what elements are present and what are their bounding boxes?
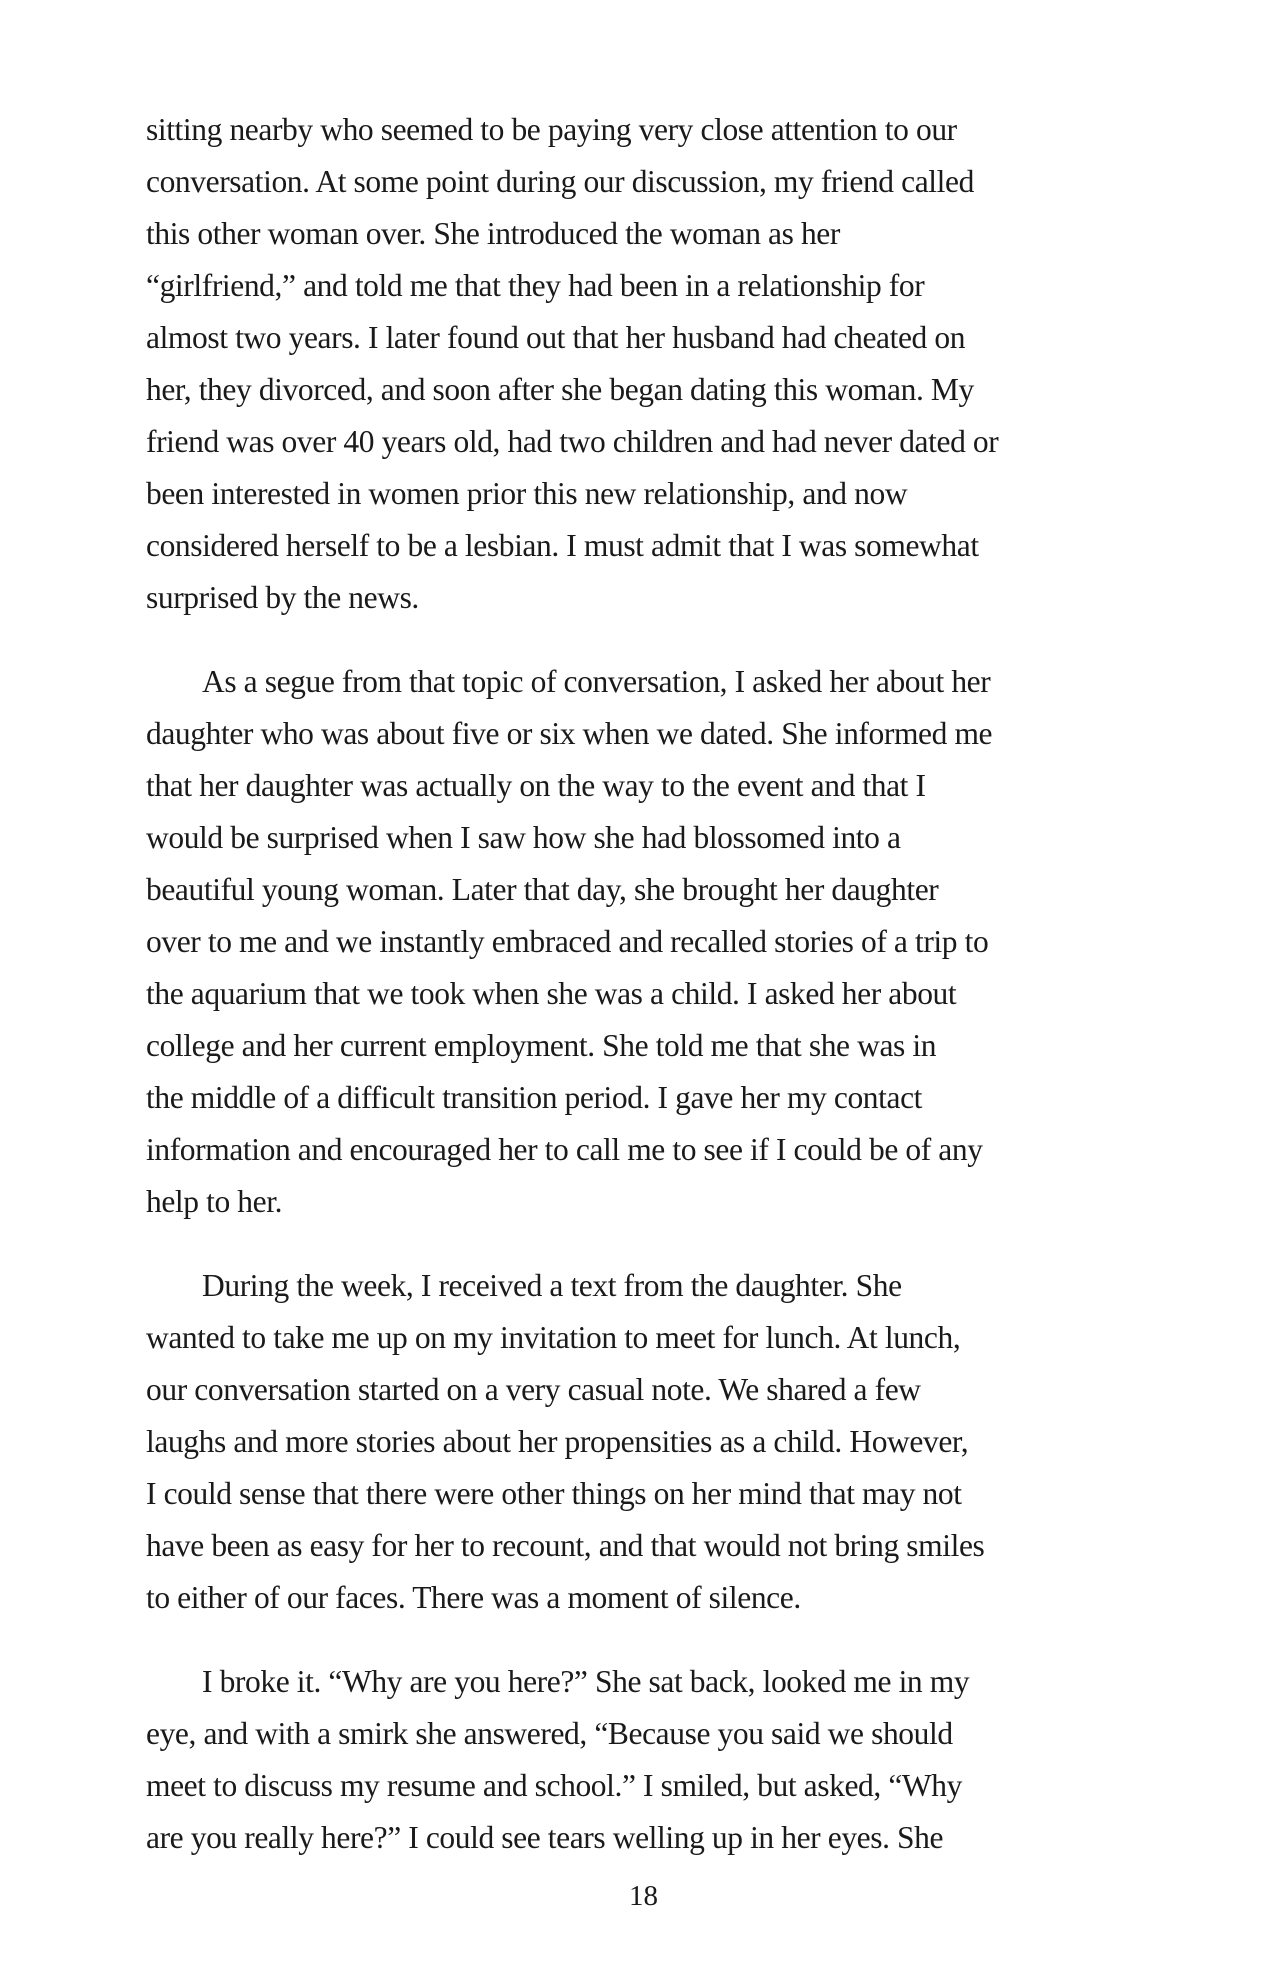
text-line: our conversation started on a very casual note. We shared a few [146, 1372, 921, 1407]
text-line: almost two years. I later found out that her husband had cheated on [146, 320, 966, 355]
text-line: to either of our faces. There was a moment of silence. [146, 1580, 801, 1615]
text-line: sitting nearby who seemed to be paying very close attention to our [146, 112, 957, 147]
text-line: I could sense that there were other things on her mind that may not [146, 1476, 962, 1511]
text-line: have been as easy for her to recount, and that would not bring smiles [146, 1528, 985, 1563]
text-line: the aquarium that we took when she was a child. I asked her about [146, 976, 957, 1011]
paragraph-4 [146, 1656, 1146, 1864]
text-line: I broke it. “Why are you here?” She sat back, looked me in my [202, 1664, 970, 1699]
text-line: daughter who was about five or six when we dated. She informed me [146, 716, 993, 751]
text-line: laughs and more stories about her propensities as a child. However, [146, 1424, 969, 1459]
text-line: the middle of a difficult transition period. I gave her my contact [146, 1080, 923, 1115]
text-line: wanted to take me up on my invitation to meet for lunch. At lunch, [146, 1320, 961, 1355]
paragraph-2 [146, 656, 1146, 1228]
text-line: “girlfriend,” and told me that they had been in a relationship for [146, 268, 925, 303]
text-line: that her daughter was actually on the way to the event and that I [146, 768, 926, 803]
text-line: information and encouraged her to call me to see if I could be of any [146, 1132, 983, 1167]
text-line: surprised by the news. [146, 580, 419, 615]
page-body-text [146, 104, 1146, 1864]
text-line: college and her current employment. She told me that she was in [146, 1028, 937, 1063]
text-line: beautiful young woman. Later that day, she brought her daughter [146, 872, 939, 907]
text-line: help to her. [146, 1184, 283, 1219]
text-line: been interested in women prior this new relationship, and now [146, 476, 908, 511]
text-line: meet to discuss my resume and school.” I smiled, but asked, “Why [146, 1768, 962, 1803]
text-line: As a segue from that topic of conversation, I asked her about her [202, 664, 991, 699]
text-line: this other woman over. She introduced the woman as her [146, 216, 840, 251]
text-line: eye, and with a smirk she answered, “Because you said we should [146, 1716, 953, 1751]
page-number: 18 [629, 1880, 658, 1912]
text-line: During the week, I received a text from the daughter. She [202, 1268, 902, 1303]
text-line: over to me and we instantly embraced and recalled stories of a trip to [146, 924, 989, 959]
text-line: would be surprised when I saw how she had blossomed into a [146, 820, 901, 855]
text-line: are you really here?” I could see tears welling up in her eyes. She [146, 1820, 944, 1855]
text-line: considered herself to be a lesbian. I must admit that I was somewhat [146, 528, 979, 563]
paragraph-1 [146, 104, 1146, 624]
text-line: her, they divorced, and soon after she began dating this woman. My [146, 372, 974, 407]
text-line: friend was over 40 years old, had two children and had never dated or [146, 424, 999, 459]
text-line: conversation. At some point during our discussion, my friend called [146, 164, 974, 199]
paragraph-3 [146, 1260, 1146, 1624]
